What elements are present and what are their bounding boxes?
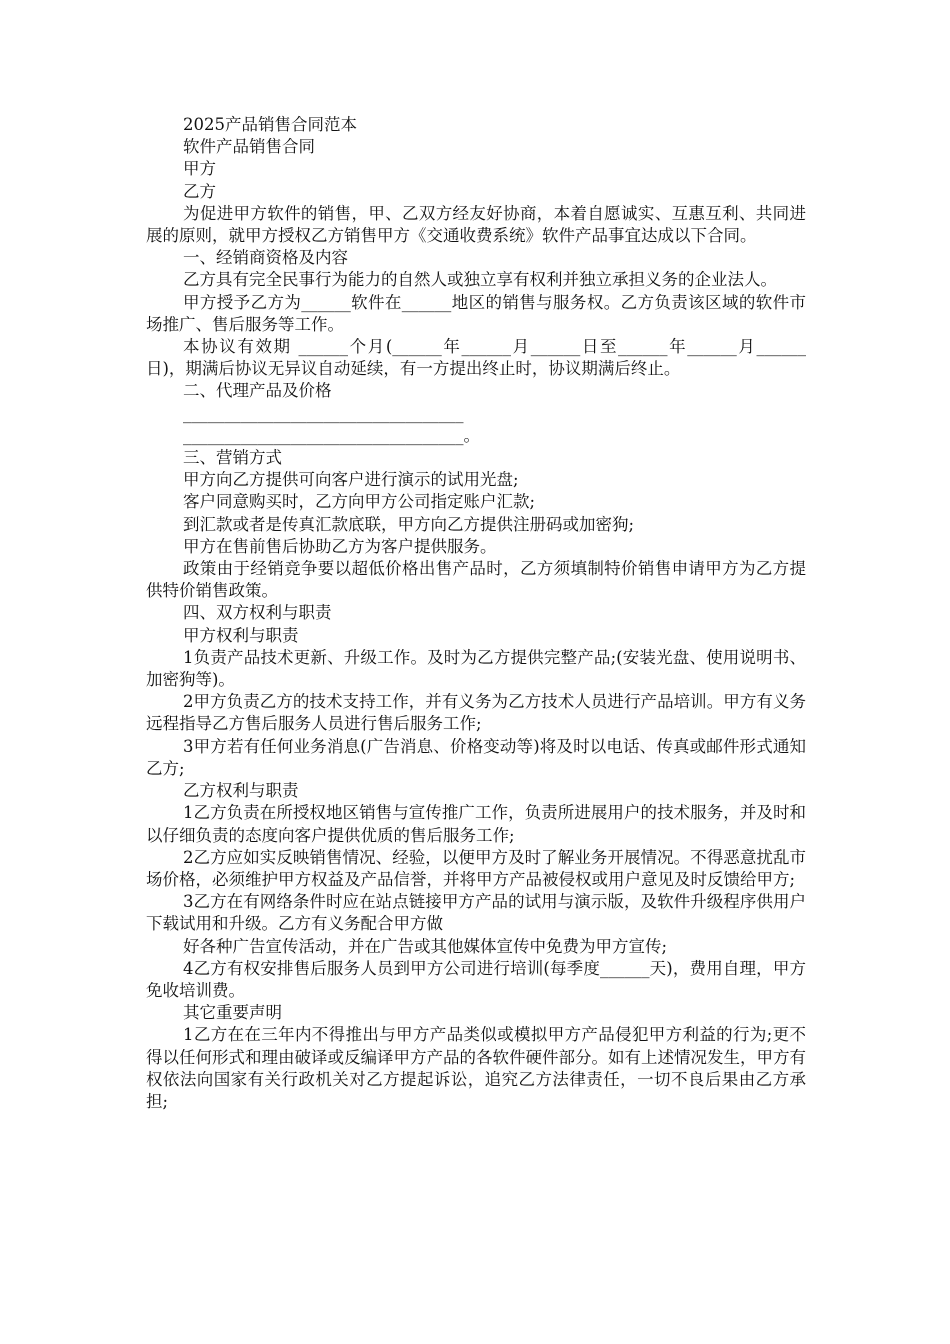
blank-line: __________________________________。 <box>183 425 480 445</box>
paragraph: 到汇款或者是传真汇款底联，甲方向乙方提供注册码或加密狗; <box>183 514 635 534</box>
party-b-label: 乙方 <box>183 181 216 201</box>
paragraph: 好各种广告宣传活动，并在广告或其他媒体宣传中免费为甲方宣传; <box>183 936 668 956</box>
section-heading-4: 四、双方权利与职责 <box>183 603 332 623</box>
paragraph: 政策由于经销竞争要以超低价格出售产品时，乙方须填制特价销售申请甲方为乙方提供特价销售政策。 <box>146 559 806 601</box>
subheading-party-b: 乙方权利与职责 <box>183 781 299 801</box>
paragraph: 4乙方有权安排售后服务人员到甲方公司进行培训(每季度______天)，费用自理，甲方免收培训费。 <box>146 958 806 1000</box>
paragraph: 3乙方在有网络条件时应在站点链接甲方产品的试用与演示版，及软件升级程序供用户下载试用和升级。乙方有义务配合甲方做 <box>146 892 806 934</box>
paragraph: 2乙方应如实反映销售情况、经验，以便甲方及时了解业务开展情况。不得恶意扰乱市场价格，必须维护甲方权益及产品信誉，并将甲方产品被侵权或用户意见及时反馈给甲方; <box>146 847 806 889</box>
paragraph: 本协议有效期 ______个月(______年______月______日至______年______月______日)，期满后协议无异议自动延续，有一方提出终止时，协议期满后终止。 <box>146 337 806 379</box>
paragraph: 2甲方负责乙方的技术支持工作，并有义务为乙方技术人员进行产品培训。甲方有义务远程指导乙方售后服务人员进行售后服务工作; <box>146 692 806 734</box>
section-heading-2: 二、代理产品及价格 <box>183 381 332 401</box>
paragraph: 甲方授予乙方为______软件在______地区的销售与服务权。乙方负责该区域的软件市场推广、售后服务等工作。 <box>146 292 806 334</box>
paragraph: 乙方具有完全民事行为能力的自然人或独立享有权利并独立承担义务的企业法人。 <box>183 270 777 290</box>
subheading-declaration: 其它重要声明 <box>183 1003 282 1023</box>
paragraph: 3甲方若有任何业务消息(广告消息、价格变动等)将及时以电话、传真或邮件形式通知乙方; <box>146 736 806 778</box>
party-a-label: 甲方 <box>183 159 216 179</box>
paragraph: 1负责产品技术更新、升级工作。及时为乙方提供完整产品;(安装光盘、使用说明书、加密狗等)。 <box>146 647 806 690</box>
contract-title: 软件产品销售合同 <box>183 137 315 157</box>
preamble: 为促进甲方软件的销售，甲、乙双方经友好协商，本着自愿诚实、互惠互利、共同进展的原则，就甲方授权乙方销售甲方《交通收费系统》软件产品事宜达成以下合同。 <box>146 203 806 246</box>
paragraph: 1乙方负责在所授权地区销售与宣传推广工作，负责所进展用户的技术服务，并及时和以仔细负责的态度向客户提供优质的售后服务工作; <box>146 803 806 845</box>
section-heading-3: 三、营销方式 <box>183 448 282 468</box>
paragraph: 甲方在售前售后协助乙方为客户提供服务。 <box>183 536 497 556</box>
paragraph: 1乙方在在三年内不得推出与甲方产品类似或模拟甲方产品侵犯甲方利益的行为;更不得以任何形式和理由破译或反编译甲方产品的各软件硬件部分。如有上述情况发生，甲方有权依法向国家有关行政机关对乙方提起诉讼，追究乙方法律责任，一切不良后果由乙方承担; <box>146 1025 806 1111</box>
section-heading-1: 一、经销商资格及内容 <box>183 248 348 268</box>
subheading-party-a: 甲方权利与职责 <box>183 625 299 645</box>
contract-body <box>146 114 806 1113</box>
blank-line: __________________________________ <box>183 403 464 423</box>
document-title: 2025产品销售合同范本 <box>183 115 357 134</box>
paragraph: 客户同意购买时，乙方向甲方公司指定账户汇款; <box>183 492 536 512</box>
paragraph: 甲方向乙方提供可向客户进行演示的试用光盘; <box>183 470 519 490</box>
